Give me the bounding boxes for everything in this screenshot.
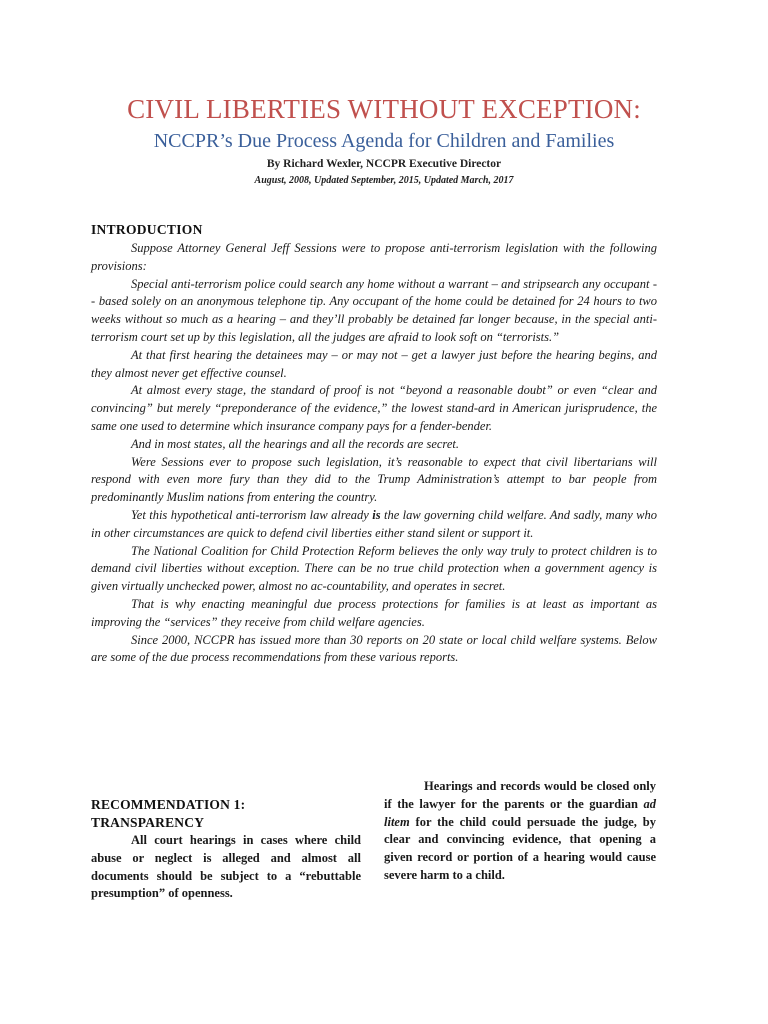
recommendation-right-column — [384, 778, 656, 885]
recommendation-1-right-text — [384, 778, 656, 885]
intro-p7-after: the law governing child welfare. And sadly, many who in other circumstances are quick to defend civil liberties either stand silent or support it. — [91, 507, 657, 540]
right-text-after: for the child could persuade the judge, by clear and convincing evidence, that opening a given record or portion of a hearing would cause severe harm to a child. — [384, 814, 656, 882]
document-subtitle: NCCPR’s Due Process Agenda for Children and Families — [153, 130, 615, 152]
intro-paragraph-2: Special anti-terrorism police could search any home without a warrant – and stripsearch any occupant -- based solely on an anonymous telephone tip. Any occupant of the home could be detained for 24 hours to two weeks without so much as a hearing – and they’ll probably be detained far longer because, in the special anti-terrorism court set up by this legislation, all the judges are afraid to look soft on “terrorists.” — [91, 276, 657, 344]
right-text-italic: ad litem — [384, 796, 656, 829]
intro-p7-before: Yet this hypothetical anti-terrorism law already — [131, 507, 373, 522]
intro-paragraph-10: Since 2000, NCCPR has issued more than 30 reports on 20 state or local child welfare systems. Below are some of the due process recommendations from these various reports. — [91, 632, 657, 665]
intro-paragraph-4: At almost every stage, the standard of proof is not “beyond a reasonable doubt” or even “clear and convincing” but merely “preponderance of the evidence,” the lowest stand-ard in American jurisprudence, the same one used to determine which insurance company pays for a fender-bender. — [91, 383, 657, 433]
recommendation-left-column — [91, 796, 361, 903]
intro-paragraph-3: At that first hearing the detainees may – or may not – get a lawyer just before the hearing begins, and they almost never get effective counsel. — [91, 347, 657, 380]
intro-paragraph-5: And in most states, all the hearings and all the records are secret. — [131, 436, 459, 451]
intro-paragraph-6: Were Sessions ever to propose such legislation, it’s reasonable to expect that civil libertarians will respond with even more fury than they did to the Trump Administration’s attempt to bar people from predominantly Muslim nations from entering the country. — [91, 454, 657, 505]
document-title: CIVIL LIBERTIES WITHOUT EXCEPTION: — [127, 94, 641, 124]
recommendation-1-heading: RECOMMENDATION 1: — [91, 797, 246, 812]
recommendation-1-left-text: All court hearings in cases where child abuse or neglect is alleged and almost all documents should be subject to a “rebuttable presumption” of openness. — [91, 833, 361, 901]
introduction-heading: INTRODUCTION — [91, 222, 203, 237]
intro-paragraph-1: Suppose Attorney General Jeff Sessions were to propose anti-terrorism legislation with the following provisions: — [91, 241, 657, 273]
author-byline: By Richard Wexler, NCCPR Executive Director — [266, 158, 502, 170]
intro-paragraph-7 — [91, 507, 657, 543]
right-text-before: Hearings and records would be closed only if the lawyer for the parents or the guardian — [384, 779, 656, 811]
intro-p7-emphasis: is — [372, 507, 381, 522]
intro-paragraph-8: The National Coalition for Child Protection Reform believes the only way truly to protect children is to demand civil liberties without exception. There can be no true child protection when a government agency is given virtually unchecked power, almost no ac-countability, and operates in secret. — [91, 543, 657, 594]
intro-paragraph-9: That is why enacting meaningful due process protections for families is at least as important as improving the “services” they receive from child welfare agencies. — [91, 596, 657, 629]
introduction-body — [91, 240, 657, 667]
recommendation-1-subheading: TRANSPARENCY — [91, 815, 205, 830]
date-line: August, 2008, Updated September, 2015, Updated March, 2017 — [254, 175, 514, 186]
